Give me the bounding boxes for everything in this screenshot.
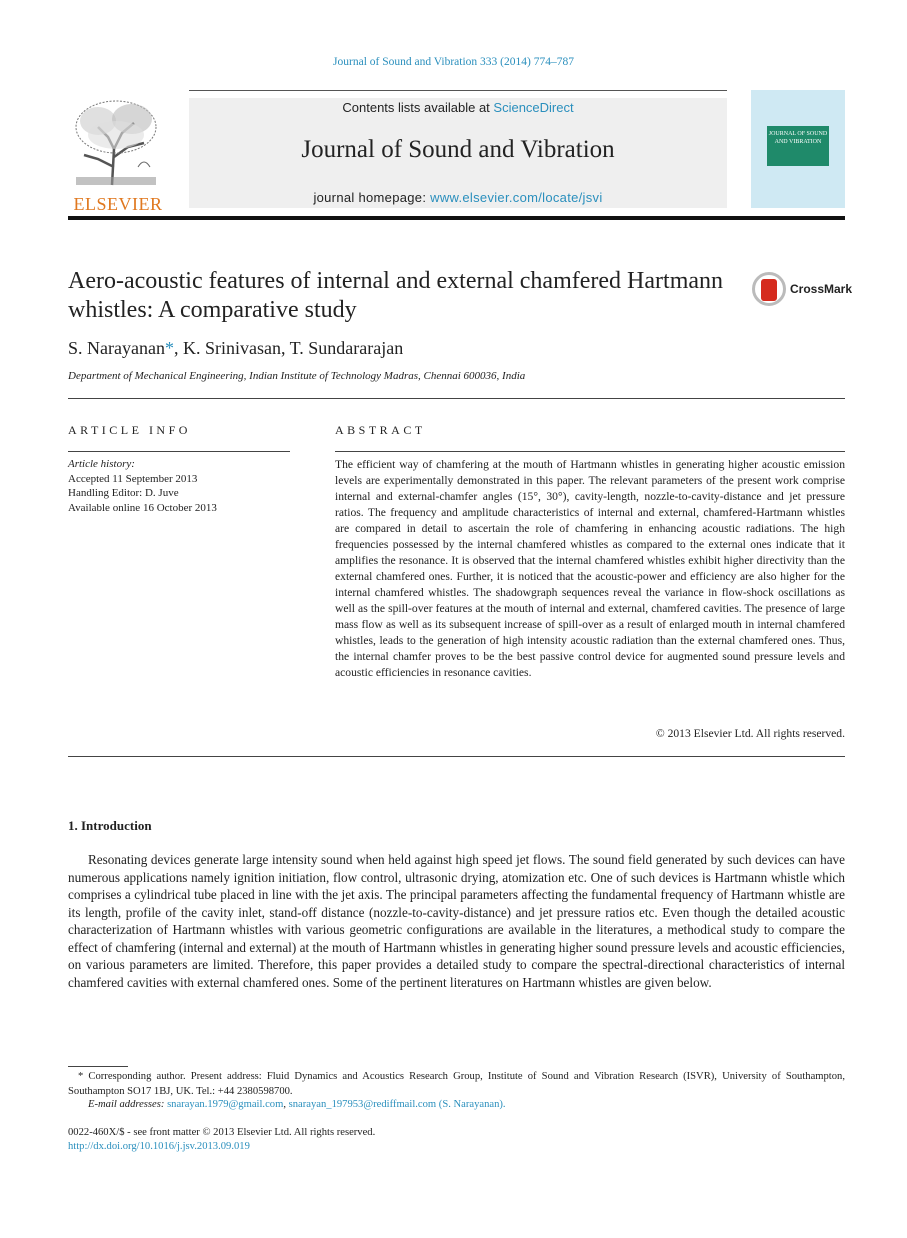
elsevier-logo[interactable] (68, 97, 168, 214)
header-thick-rule (68, 216, 845, 220)
homepage-link[interactable]: www.elsevier.com/locate/jsvi (430, 190, 603, 205)
affiliation: Department of Mechanical Engineering, Indian Institute of Technology Madras, Chennai 600036, India (68, 370, 526, 382)
introduction-heading: 1. Introduction (68, 818, 152, 833)
email-link-1[interactable]: snarayan.1979@gmail.com (167, 1099, 284, 1110)
journal-citation[interactable]: Journal of Sound and Vibration 333 (2014) 774–787 (333, 56, 574, 68)
issn-line: 0022-460X/$ - see front matter © 2013 Elsevier Ltd. All rights reserved. (68, 1127, 376, 1138)
article-history (68, 457, 217, 515)
article-title: Aero-acoustic features of internal and external chamfered Hartmann whistles: A comparative study (68, 268, 724, 323)
introduction-paragraph: Resonating devices generate large intensity sound when held against high speed jet flows. The sound field generated by such devices can have numerous applications namely ignition initiation, flow control, ultrasonic drying, atomization etc. One of such devices is Hartmann whistle which comprises a cylindrical tube placed in line with the jet axis. The principal parameters affecting the fundamental frequency of Hartmann whistle are its length, profile of the cavity inlet, stand-off distance (nozzle-to-cavity-distance) and jet pressure ratios etc. Even though the detailed acoustic characterization of Hartmann whistles with various geometric configurations are available in the literatures, a methodical study to compare the effect of chamfering (internal and external) at the mouth of Hartmann whistles in generating higher sound pressure levels and acoustic efficiencies, on various parameters are limited. Therefore, this paper provides a detailed study to compare the spectral-directional characteristics of internal chamfered cavities with external chamfered ones. Some of the pertinent literatures on Hartmann whistles are given below. (68, 852, 845, 990)
abstract-bottom-rule (68, 756, 845, 757)
corresponding-author-footnote: * Corresponding author. Present address: Fluid Dynamics and Acoustics Research Group, Institute of Sound and Vibration Research (ISVR), University of Southampton, Southampton SO17 1BJ, UK. Tel.: +44 2380598700. (68, 1071, 845, 1097)
journal-title: Journal of Sound and Vibration (301, 136, 615, 163)
crossmark-icon (752, 272, 786, 306)
author-1: S. Narayanan (68, 338, 165, 358)
crossmark-badge[interactable] (752, 272, 853, 308)
authors-rest: , K. Srinivasan, T. Sundararajan (173, 338, 404, 358)
available-online-date: Available online 16 October 2013 (68, 501, 217, 514)
contents-line (189, 100, 727, 115)
header-top-rule (189, 90, 727, 91)
article-info-heading: ARTICLE INFO (68, 423, 191, 437)
abstract-rule (335, 451, 845, 452)
abstract-text: The efficient way of chamfering at the mouth of Hartmann whistles in generating higher acoustic emission levels are experimentally demonstrated in this paper. The relevant parameters of the present work comprise internal and external-chamfer angles (15°, 30°), cavity-length, nozzle-to-cavity-distance and jet pressure ratios. The frequency and amplitude characteristics of internal and external, chamfered-Hartmann whistles are compared in detail to ascertain the role of chamfering in enhancing acoustic radiations. The high frequencies possessed by the internal chamfered whistles as compared to the external ones indicate that it amplifies the resonance. It is observed that the internal chamfered whistles exhibit higher directivity than the external chamfered ones. Further, it is noticed that the acoustic-power and efficiency are also higher for the internal chamfered whistles. The shadowgraph sequences reveal the variance in flow-shock oscillations as well as the spill-over features at the mouth of internal and external, chamfered cavities. The presence of large mass flow as well as its subsequent increase of spill-over as a result of enlarged mouth in internal chamfered whistles, leads to the generation of high intensity acoustic radiation than the external chamfered ones. Thus, the internal chamfer proves to be the best passive control device for augmented sound pressure levels and acoustic efficiencies in resonance cavities. (335, 458, 845, 679)
journal-header-box (189, 98, 727, 208)
elsevier-wordmark: ELSEVIER (73, 194, 163, 214)
divider-rule (68, 398, 845, 399)
email-separator: , (283, 1099, 289, 1110)
accepted-date: Accepted 11 September 2013 (68, 472, 198, 485)
elsevier-tree-icon (68, 97, 164, 187)
footnote-rule (68, 1066, 128, 1067)
email-footnote (88, 1099, 506, 1110)
email-link-2[interactable]: snarayan_197953@rediffmail.com (S. Narayanan). (288, 1099, 506, 1110)
homepage-prefix: journal homepage: (313, 190, 431, 205)
cover-title: JOURNAL OF SOUND AND VIBRATION (767, 126, 829, 166)
contents-prefix: Contents lists available at (342, 100, 494, 115)
sciencedirect-link[interactable]: ScienceDirect (493, 100, 574, 115)
article-info-rule (68, 451, 290, 452)
author-list (68, 338, 403, 359)
abstract-copyright: © 2013 Elsevier Ltd. All rights reserved. (655, 727, 845, 740)
homepage-line (189, 190, 727, 205)
doi-link[interactable]: http://dx.doi.org/10.1016/j.jsv.2013.09.019 (68, 1141, 250, 1152)
journal-cover-thumbnail[interactable] (751, 90, 845, 208)
handling-editor: Handling Editor: D. Juve (68, 487, 179, 499)
corresponding-author-mark[interactable]: * (164, 338, 174, 358)
abstract-heading: ABSTRACT (335, 423, 426, 437)
crossmark-label: CrossMark (790, 282, 853, 296)
email-label: E-mail addresses: (88, 1099, 168, 1110)
history-label: Article history: (68, 458, 135, 470)
